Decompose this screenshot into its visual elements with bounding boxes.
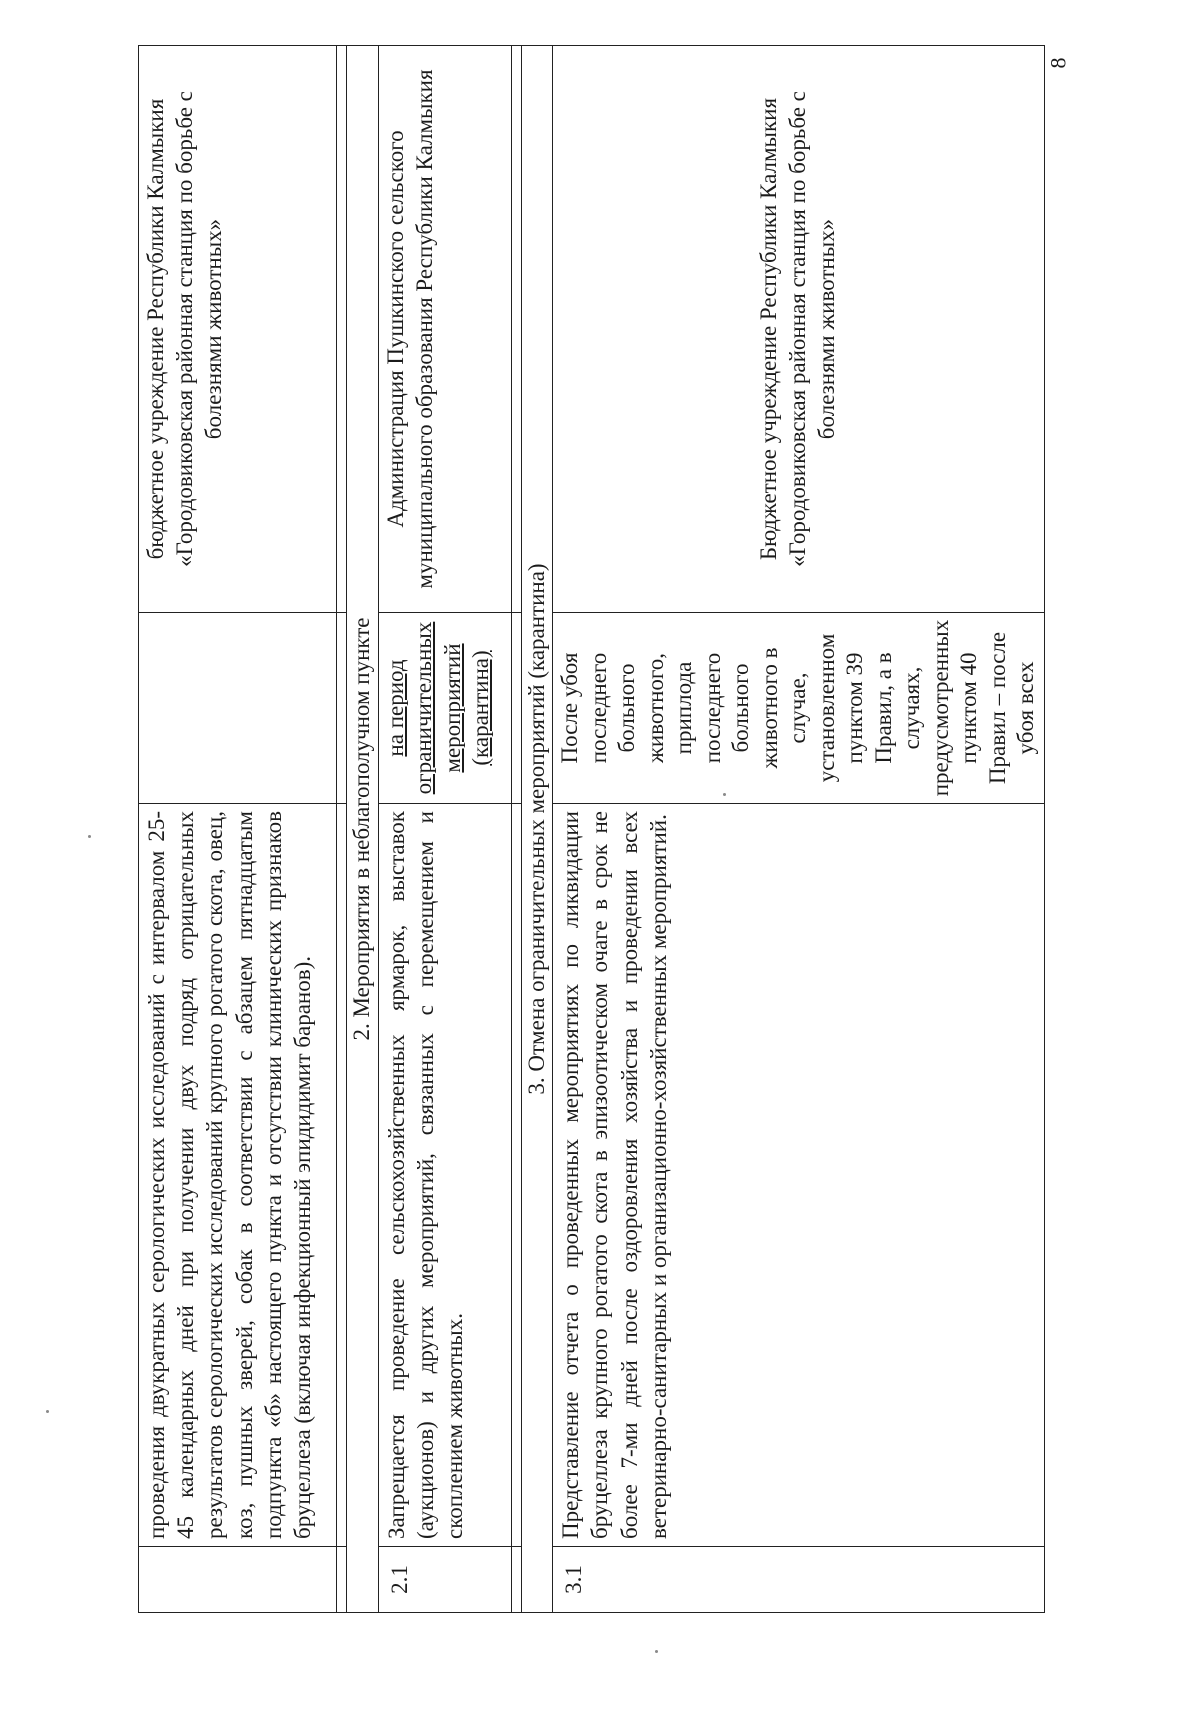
- spacer-cell: [511, 804, 521, 1547]
- spacer-cell: [337, 804, 347, 1547]
- term-cell: [378, 613, 511, 804]
- section-header-row: [347, 46, 379, 1613]
- responsible-cell: Бюджетное учреждение Республики Калмыкия «Городовиковская районная станция по борьбе с болезнями животных»: [553, 46, 1045, 613]
- measure-text-cell: Представление отчета о проведенных мероприятиях по ликвидации бруцеллеза крупного рогатого скота в эпизоотическом очаге в срок не более 7-ми дней после оздоровления хозяйства и проведении всех ветеринарно-санитарных и организационно-хозяйственных мероприятий.: [553, 804, 1045, 1547]
- spacer-cell: [511, 613, 521, 804]
- measures-table: [138, 45, 1045, 1613]
- spacer-cell: [337, 613, 347, 804]
- section-heading: 3. Отмена ограничительных мероприятий (карантина): [521, 46, 553, 1613]
- spacer-cell: [511, 46, 521, 613]
- table-row: [553, 46, 1045, 1613]
- table-row: [378, 46, 511, 1613]
- responsible-cell: Администрация Пушкинского сельского муниципального образования Республики Калмыкия: [378, 46, 511, 613]
- spacer-row: [337, 46, 347, 1613]
- term-cell: После убоя последнего больного животного, приплода последнего больного животного в случае, установленном пунктом 39 Правил, а в случаях, предусмотренных пунктом 40 Правил – после убоя всех: [553, 613, 1045, 804]
- row-number-cell: 3.1: [553, 1547, 1045, 1613]
- scan-speck: [46, 1410, 49, 1413]
- section-header-row: [521, 46, 553, 1613]
- spacer-cell: [337, 46, 347, 613]
- measure-text-cell: [139, 804, 337, 1547]
- term-cell: [139, 613, 337, 804]
- document-page: [138, 46, 1056, 1613]
- spacer-row: [511, 46, 521, 1613]
- measure-text: проведения двукратных серологических исследований с интервалом 25-45 календарных дней при получении двух подряд отрицательных результатов серологических исследований крупного рогатого скота, овец, коз, пушных зверей, собак в соответствии с абзацем пятнадцатым подпункта «б» настоящего пункта и отсутствии клинических признаков бруцеллеза (включая инфекционный эпидидимит баранов).: [144, 811, 316, 1539]
- spacer-cell: [511, 1547, 521, 1613]
- row-number-cell: [139, 1547, 337, 1613]
- table-row: [139, 46, 337, 1613]
- scan-speck: [655, 1650, 658, 1653]
- responsible-cell: бюджетное учреждение Республики Калмыкия «Городовиковская районная станция по борьбе с болезнями животных»: [139, 46, 337, 613]
- measure-text-cell: Запрещается проведение сельскохозяйственных ярмарок, выставок (аукционов) и других мероприятий, связанных с перемещением и скоплением животных.: [378, 804, 511, 1547]
- section-heading: 2. Мероприятия в неблагополучном пункте: [347, 46, 379, 1613]
- term-text: на период ограничительных мероприятий (карантина): [382, 621, 494, 795]
- page-number: 8: [1045, 57, 1071, 69]
- spacer-cell: [337, 1547, 347, 1613]
- scan-speck: [88, 835, 91, 838]
- row-number-cell: 2.1: [378, 1547, 511, 1613]
